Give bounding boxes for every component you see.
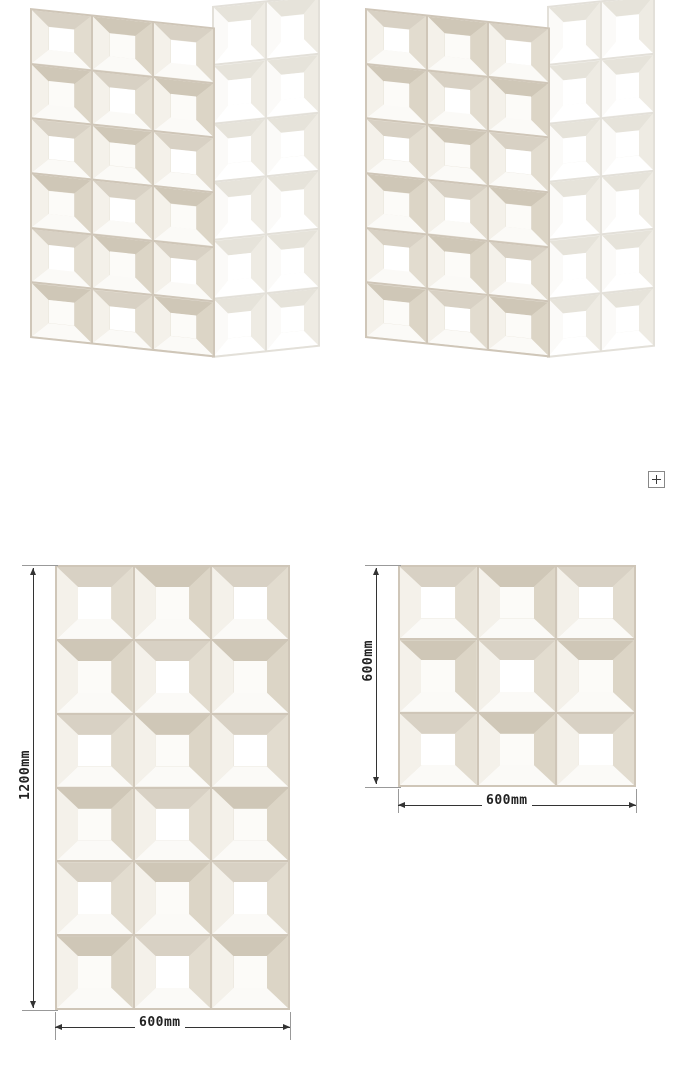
height-dimension-label: 1200mm	[18, 750, 33, 800]
height-dimension-label: 600mm	[361, 640, 376, 682]
panel-tile	[400, 640, 477, 711]
panel-tile	[154, 296, 213, 355]
panel-tile	[367, 229, 426, 288]
panel-tile	[93, 17, 152, 76]
panel-tile	[135, 641, 211, 713]
panel-tile	[267, 289, 318, 351]
panel-tile	[557, 714, 634, 785]
panel-tile	[93, 235, 152, 294]
panel-tile	[154, 23, 213, 82]
extension-line	[22, 565, 58, 566]
panel-grid-side	[547, 0, 655, 358]
panel-tile	[32, 284, 91, 343]
panel-tile	[93, 181, 152, 240]
panel-tile	[367, 10, 426, 69]
height-dimension-arrow	[33, 568, 34, 1008]
panel-tile	[32, 10, 91, 69]
panel-tile	[557, 640, 634, 711]
extension-line	[365, 787, 401, 788]
panel-tile	[135, 715, 211, 787]
panel-tile	[212, 862, 288, 934]
panel-tile	[549, 61, 600, 123]
panel-tile	[602, 55, 653, 117]
panel-tile	[489, 296, 548, 355]
panel-tile	[479, 567, 556, 638]
panel-tile	[367, 120, 426, 179]
panel-tile	[154, 78, 213, 137]
panel-tile	[212, 715, 288, 787]
panel-grid-square	[398, 565, 636, 787]
panel-tile	[479, 640, 556, 711]
panel-tile	[489, 242, 548, 301]
render-left-front-panel	[30, 8, 215, 357]
panel-tile	[602, 230, 653, 292]
width-dimension-label: 600mm	[135, 1015, 185, 1030]
panel-tile	[267, 0, 318, 59]
panel-tile	[214, 61, 265, 123]
panel-tile	[135, 789, 211, 861]
panel-tile	[212, 567, 288, 639]
panel-tile	[400, 567, 477, 638]
panel-tile	[400, 714, 477, 785]
panel-tile	[214, 294, 265, 356]
extension-line	[365, 565, 401, 566]
panel-tile	[154, 242, 213, 301]
panel-tile	[32, 174, 91, 233]
panel-tile	[549, 236, 600, 298]
panel-grid-front	[30, 8, 215, 357]
panel-tile	[57, 936, 133, 1008]
height-dimension-arrow	[376, 568, 377, 784]
panel-grid-tall	[55, 565, 290, 1010]
plus-icon[interactable]	[648, 471, 665, 488]
panel-tile	[428, 126, 487, 185]
panel-tile	[214, 2, 265, 64]
panel-tile	[267, 230, 318, 292]
render-right-front-panel	[365, 8, 550, 357]
panel-tile	[212, 641, 288, 713]
panel-tile	[212, 936, 288, 1008]
panel-tile	[549, 2, 600, 64]
panel-tile	[32, 120, 91, 179]
panel-tile	[32, 229, 91, 288]
panel-tile	[479, 714, 556, 785]
panel-tile	[428, 71, 487, 130]
width-dimension-label: 600mm	[482, 793, 532, 808]
panel-tile	[57, 641, 133, 713]
panel-grid-side	[212, 0, 320, 358]
panel-tile	[602, 172, 653, 234]
panel-tile	[428, 235, 487, 294]
panel-tile	[602, 289, 653, 351]
panel-tile	[154, 187, 213, 246]
panel-tile	[57, 715, 133, 787]
panel-tile	[267, 172, 318, 234]
panel-tile	[135, 862, 211, 934]
panel-tile	[602, 114, 653, 176]
panel-grid-front	[365, 8, 550, 357]
panel-tile	[135, 936, 211, 1008]
panel-tile	[489, 23, 548, 82]
panel-tile	[549, 294, 600, 356]
extension-line	[636, 789, 637, 813]
panel-tile	[549, 177, 600, 239]
extension-line	[22, 1010, 58, 1011]
panel-tile	[489, 132, 548, 191]
panel-tile	[57, 567, 133, 639]
panel-tile	[57, 789, 133, 861]
panel-tile	[557, 567, 634, 638]
render-right-side-panel	[547, 0, 655, 358]
panel-tile	[154, 132, 213, 191]
panel-tile	[602, 0, 653, 59]
render-left-side-panel	[212, 0, 320, 358]
panel-tile	[428, 181, 487, 240]
panel-tile	[428, 17, 487, 76]
panel-tile	[93, 126, 152, 185]
panel-tile	[93, 290, 152, 349]
panel-tile	[428, 290, 487, 349]
panel-tile	[93, 71, 152, 130]
panel-tile	[267, 55, 318, 117]
panel-tile	[212, 789, 288, 861]
panel-tile	[367, 174, 426, 233]
extension-line	[398, 789, 399, 813]
panel-tile	[549, 119, 600, 181]
panel-tile	[214, 177, 265, 239]
panel-tile	[267, 114, 318, 176]
panel-tile	[367, 65, 426, 124]
panel-tile	[489, 187, 548, 246]
panel-tile	[214, 119, 265, 181]
panel-tile	[135, 567, 211, 639]
panel-tile	[214, 236, 265, 298]
panel-tile	[57, 862, 133, 934]
panel-tile	[489, 78, 548, 137]
panel-tile	[32, 65, 91, 124]
extension-line	[290, 1012, 291, 1040]
panel-tile	[367, 284, 426, 343]
